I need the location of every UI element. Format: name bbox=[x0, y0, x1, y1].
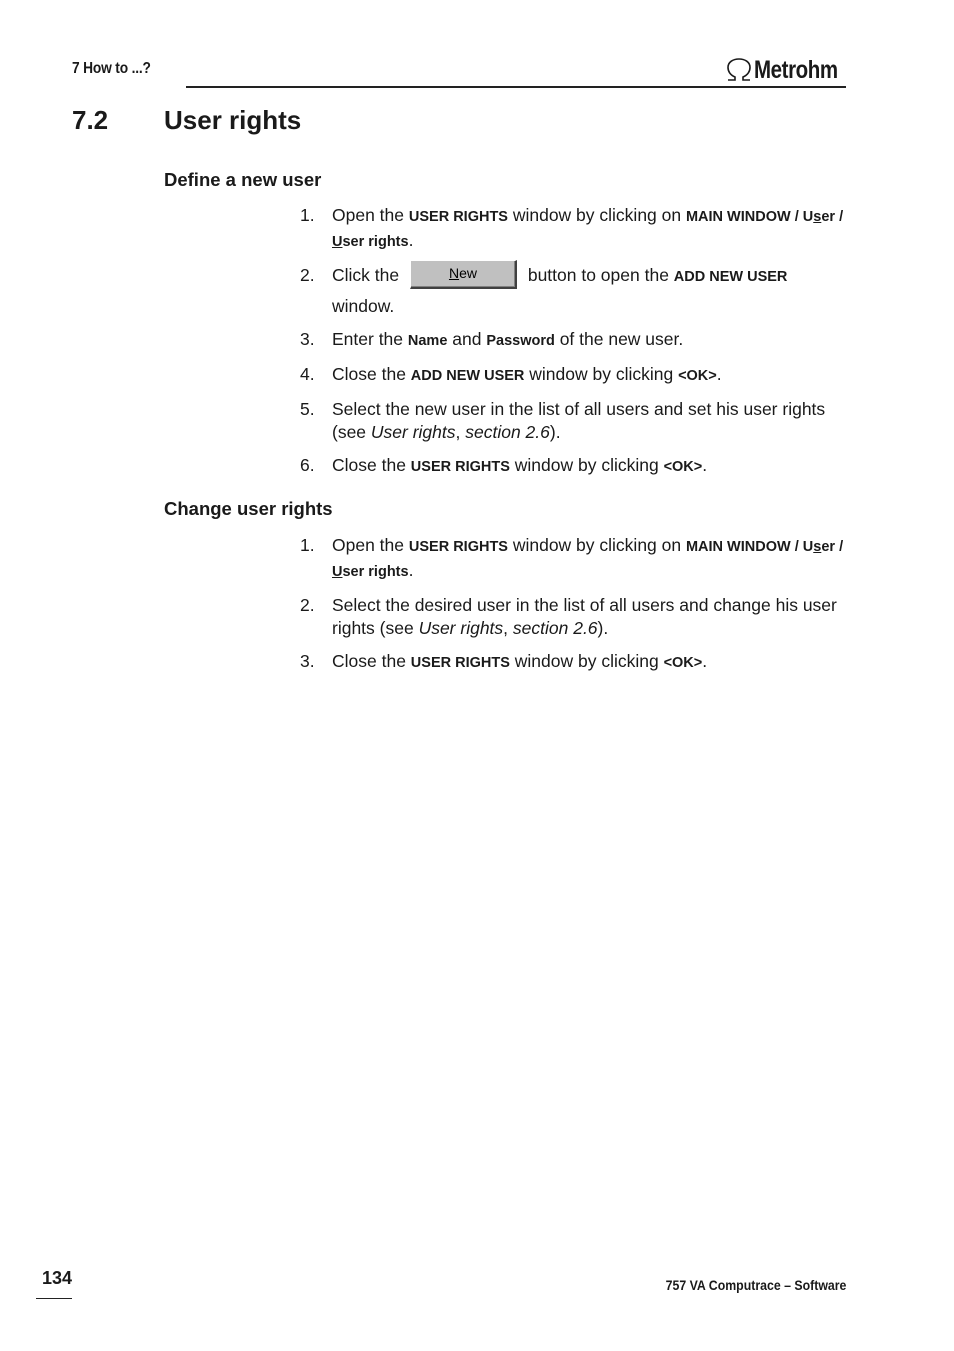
subheading-change-rights: Change user rights bbox=[164, 498, 333, 519]
logo-wordmark: Metrohm bbox=[754, 55, 838, 84]
subheading-define-user: Define a new user bbox=[164, 169, 322, 190]
step-item: 3. Close the USER RIGHTS window by clicking <OK>. bbox=[300, 651, 708, 671]
define-user-steps bbox=[300, 204, 850, 489]
header-rule bbox=[186, 86, 846, 88]
step-item: 4. Close the ADD NEW USER window by clicking <OK>. bbox=[300, 364, 722, 384]
step-item: 2. Select the desired user in the list of all users and change his user rights (see User rights, section 2.6). bbox=[300, 595, 837, 638]
step-item: 2. Click the New button to open the ADD NEW USER window. bbox=[300, 264, 850, 318]
step-item: 5. Select the new user in the list of all users and set his user rights (see User rights, section 2.6). bbox=[300, 399, 826, 442]
document-title: 757 VA Computrace – Software bbox=[665, 1277, 846, 1293]
page-number: 134 bbox=[36, 1268, 72, 1299]
chapter-header: 7 How to ...? bbox=[72, 60, 151, 77]
omega-icon bbox=[725, 57, 753, 83]
step-item: 3. Enter the Name and Password of the new user. bbox=[300, 329, 684, 349]
new-button[interactable]: New bbox=[410, 260, 517, 289]
step-item: 6. Close the USER RIGHTS window by clicking <OK>. bbox=[300, 455, 708, 475]
change-rights-steps bbox=[300, 534, 850, 685]
metrohm-logo bbox=[725, 56, 856, 84]
section-title: User rights bbox=[164, 105, 302, 135]
step-item: 1. Open the USER RIGHTS window by clicking on MAIN WINDOW / User / User rights. bbox=[300, 205, 844, 250]
section-number: 7.2 bbox=[72, 105, 109, 135]
step-item: 1. Open the USER RIGHTS window by clicking on MAIN WINDOW / User / User rights. bbox=[300, 535, 844, 580]
